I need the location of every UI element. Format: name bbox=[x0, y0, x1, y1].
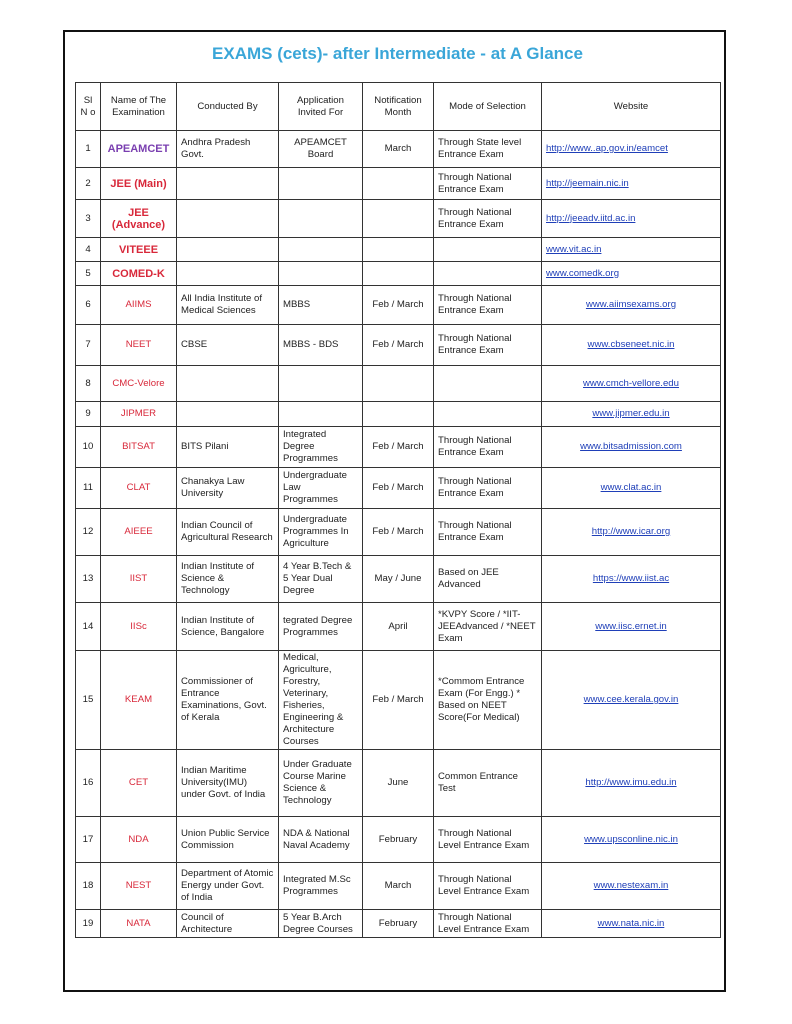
table-row bbox=[76, 468, 721, 509]
mode-cell bbox=[434, 238, 542, 262]
exam-name-cell: COMED-K bbox=[101, 262, 177, 286]
notification-cell: Feb / March bbox=[363, 325, 434, 366]
mode-cell bbox=[434, 402, 542, 427]
conducted-by-cell: Council of Architecture bbox=[177, 910, 279, 938]
website-link[interactable]: http://jeemain.nic.in bbox=[542, 168, 721, 200]
table-row bbox=[76, 131, 721, 168]
exam-name-cell: IISc bbox=[101, 603, 177, 651]
mode-cell: Through National Entrance Exam bbox=[434, 200, 542, 238]
conducted-by-cell bbox=[177, 238, 279, 262]
conducted-by-cell: Indian Institute of Science, Bangalore bbox=[177, 603, 279, 651]
conducted-by-cell: Commissioner of Entrance Examinations, Govt. of Kerala bbox=[177, 651, 279, 750]
notification-cell: Feb / March bbox=[363, 427, 434, 468]
website-link[interactable]: www.cbseneet.nic.in bbox=[542, 325, 721, 366]
notification-cell: April bbox=[363, 603, 434, 651]
sl-cell: 14 bbox=[76, 603, 101, 651]
exam-name-cell: AIIMS bbox=[101, 286, 177, 325]
conducted-by-cell bbox=[177, 168, 279, 200]
table-row bbox=[76, 910, 721, 938]
notification-cell: Feb / March bbox=[363, 509, 434, 556]
application-cell: 5 Year B.Arch Degree Courses bbox=[279, 910, 363, 938]
website-link[interactable]: www.iisc.ernet.in bbox=[542, 603, 721, 651]
application-cell: APEAMCET Board bbox=[279, 131, 363, 168]
application-cell: Undergraduate Programmes In Agriculture bbox=[279, 509, 363, 556]
application-cell: tegrated Degree Programmes bbox=[279, 603, 363, 651]
table-row bbox=[76, 366, 721, 402]
sl-cell: 12 bbox=[76, 509, 101, 556]
exam-name-cell: KEAM bbox=[101, 651, 177, 750]
table-row bbox=[76, 238, 721, 262]
notification-cell: February bbox=[363, 910, 434, 938]
website-link[interactable]: http://www.icar.org bbox=[542, 509, 721, 556]
website-link[interactable]: http://www..ap.gov.in/eamcet bbox=[542, 131, 721, 168]
website-link[interactable]: www.jipmer.edu.in bbox=[542, 402, 721, 427]
table-row bbox=[76, 200, 721, 238]
sl-cell: 10 bbox=[76, 427, 101, 468]
conducted-by-cell: Indian Maritime University(IMU) under Govt. of India bbox=[177, 750, 279, 817]
table-row bbox=[76, 509, 721, 556]
mode-cell: Based on JEE Advanced bbox=[434, 556, 542, 603]
conducted-by-cell: Indian Council of Agricultural Research bbox=[177, 509, 279, 556]
conducted-by-cell bbox=[177, 402, 279, 427]
notification-cell: February bbox=[363, 817, 434, 863]
exam-name-cell: NATA bbox=[101, 910, 177, 938]
application-cell bbox=[279, 262, 363, 286]
exam-name-cell: CLAT bbox=[101, 468, 177, 509]
conducted-by-cell: Indian Institute of Science & Technology bbox=[177, 556, 279, 603]
conducted-by-cell: Andhra Pradesh Govt. bbox=[177, 131, 279, 168]
website-link[interactable]: www.nata.nic.in bbox=[542, 910, 721, 938]
sl-cell: 4 bbox=[76, 238, 101, 262]
conducted-by-cell bbox=[177, 262, 279, 286]
sl-cell: 6 bbox=[76, 286, 101, 325]
sl-cell: 7 bbox=[76, 325, 101, 366]
mode-cell: Through National Level Entrance Exam bbox=[434, 910, 542, 938]
sl-cell: 17 bbox=[76, 817, 101, 863]
table-row bbox=[76, 262, 721, 286]
application-cell: 4 Year B.Tech & 5 Year Dual Degree bbox=[279, 556, 363, 603]
table-row bbox=[76, 427, 721, 468]
conducted-by-cell: All India Institute of Medical Sciences bbox=[177, 286, 279, 325]
conducted-by-cell: Union Public Service Commission bbox=[177, 817, 279, 863]
exam-name-cell: CMC-Velore bbox=[101, 366, 177, 402]
notification-cell: March bbox=[363, 131, 434, 168]
exam-name-cell: NDA bbox=[101, 817, 177, 863]
application-cell: MBBS bbox=[279, 286, 363, 325]
header-conducted-by: Conducted By bbox=[177, 83, 279, 131]
exams-table bbox=[75, 82, 721, 938]
website-link[interactable]: https://www.iist.ac bbox=[542, 556, 721, 603]
website-link[interactable]: http://www.imu.edu.in bbox=[542, 750, 721, 817]
notification-cell bbox=[363, 402, 434, 427]
header-application: Application Invited For bbox=[279, 83, 363, 131]
page-title: EXAMS (cets)- after Intermediate - at A Glance bbox=[212, 44, 583, 63]
website-link[interactable]: www.upsconline.nic.in bbox=[542, 817, 721, 863]
table-header-row bbox=[76, 83, 721, 131]
table-row bbox=[76, 402, 721, 427]
notification-cell: June bbox=[363, 750, 434, 817]
exam-name-cell: VITEEE bbox=[101, 238, 177, 262]
website-link[interactable]: www.cee.kerala.gov.in bbox=[542, 651, 721, 750]
header-sl-no: Sl N o bbox=[76, 83, 101, 131]
mode-cell: Through National Entrance Exam bbox=[434, 468, 542, 509]
exam-name-cell: BITSAT bbox=[101, 427, 177, 468]
mode-cell bbox=[434, 366, 542, 402]
notification-cell: Feb / March bbox=[363, 286, 434, 325]
exam-name-cell: NEET bbox=[101, 325, 177, 366]
exam-name-cell: JEE (Advance) bbox=[101, 200, 177, 238]
website-link[interactable]: www.comedk.org bbox=[542, 262, 721, 286]
application-cell: Integrated Degree Programmes bbox=[279, 427, 363, 468]
notification-cell bbox=[363, 366, 434, 402]
sl-cell: 16 bbox=[76, 750, 101, 817]
table-row bbox=[76, 651, 721, 750]
table-row bbox=[76, 750, 721, 817]
conducted-by-cell: Chanakya Law University bbox=[177, 468, 279, 509]
application-cell bbox=[279, 200, 363, 238]
mode-cell: Through National Level Entrance Exam bbox=[434, 817, 542, 863]
website-link[interactable]: www.aiimsexams.org bbox=[542, 286, 721, 325]
sl-cell: 13 bbox=[76, 556, 101, 603]
sl-cell: 11 bbox=[76, 468, 101, 509]
application-cell: Under Graduate Course Marine Science & Technology bbox=[279, 750, 363, 817]
exam-name-cell: APEAMCET bbox=[101, 131, 177, 168]
notification-cell: Feb / March bbox=[363, 468, 434, 509]
exam-name-cell: AIEEE bbox=[101, 509, 177, 556]
sl-cell: 5 bbox=[76, 262, 101, 286]
exam-name-cell: NEST bbox=[101, 863, 177, 910]
header-notification: Notification Month bbox=[363, 83, 434, 131]
table-row bbox=[76, 286, 721, 325]
application-cell: Undergraduate Law Programmes bbox=[279, 468, 363, 509]
exam-name-cell: JEE (Main) bbox=[101, 168, 177, 200]
mode-cell bbox=[434, 262, 542, 286]
table-row bbox=[76, 168, 721, 200]
sl-cell: 8 bbox=[76, 366, 101, 402]
header-mode: Mode of Selection bbox=[434, 83, 542, 131]
application-cell bbox=[279, 366, 363, 402]
website-link[interactable]: www.vit.ac.in bbox=[542, 238, 721, 262]
sl-cell: 19 bbox=[76, 910, 101, 938]
mode-cell: Common Entrance Test bbox=[434, 750, 542, 817]
mode-cell: Through National Entrance Exam bbox=[434, 427, 542, 468]
notification-cell: May / June bbox=[363, 556, 434, 603]
application-cell bbox=[279, 238, 363, 262]
website-link[interactable]: www.nestexam.in bbox=[542, 863, 721, 910]
application-cell: Medical, Agriculture, Forestry, Veterinary, Fisheries, Engineering & Architecture Courses bbox=[279, 651, 363, 750]
exam-name-cell: CET bbox=[101, 750, 177, 817]
mode-cell: Through National Level Entrance Exam bbox=[434, 863, 542, 910]
sl-cell: 3 bbox=[76, 200, 101, 238]
table-row bbox=[76, 556, 721, 603]
header-exam-name: Name of The Examination bbox=[101, 83, 177, 131]
table-row bbox=[76, 325, 721, 366]
website-link[interactable]: http://jeeadv.iitd.ac.in bbox=[542, 200, 721, 238]
conducted-by-cell: BITS Pilani bbox=[177, 427, 279, 468]
mode-cell: Through National Entrance Exam bbox=[434, 168, 542, 200]
exam-name-cell: IIST bbox=[101, 556, 177, 603]
header-website: Website bbox=[542, 83, 721, 131]
mode-cell: Through National Entrance Exam bbox=[434, 509, 542, 556]
notification-cell bbox=[363, 200, 434, 238]
application-cell bbox=[279, 168, 363, 200]
website-link[interactable]: www.clat.ac.in bbox=[542, 468, 721, 509]
mode-cell: Through National Entrance Exam bbox=[434, 325, 542, 366]
website-link[interactable]: www.cmch-vellore.edu bbox=[542, 366, 721, 402]
notification-cell bbox=[363, 262, 434, 286]
conducted-by-cell: Department of Atomic Energy under Govt. of India bbox=[177, 863, 279, 910]
mode-cell: Through National Entrance Exam bbox=[434, 286, 542, 325]
mode-cell: *KVPY Score / *IIT-JEEAdvanced / *NEET Exam bbox=[434, 603, 542, 651]
sl-cell: 18 bbox=[76, 863, 101, 910]
application-cell: Integrated M.Sc Programmes bbox=[279, 863, 363, 910]
website-link[interactable]: www.bitsadmission.com bbox=[542, 427, 721, 468]
sl-cell: 9 bbox=[76, 402, 101, 427]
application-cell: MBBS - BDS bbox=[279, 325, 363, 366]
notification-cell bbox=[363, 168, 434, 200]
notification-cell: March bbox=[363, 863, 434, 910]
table-row bbox=[76, 603, 721, 651]
conducted-by-cell bbox=[177, 366, 279, 402]
notification-cell bbox=[363, 238, 434, 262]
mode-cell: Through State level Entrance Exam bbox=[434, 131, 542, 168]
mode-cell: *Commom Entrance Exam (For Engg.) * Based on NEET Score(For Medical) bbox=[434, 651, 542, 750]
exam-name-cell: JIPMER bbox=[101, 402, 177, 427]
conducted-by-cell: CBSE bbox=[177, 325, 279, 366]
notification-cell: Feb / March bbox=[363, 651, 434, 750]
table-row bbox=[76, 817, 721, 863]
sl-cell: 1 bbox=[76, 131, 101, 168]
sl-cell: 15 bbox=[76, 651, 101, 750]
sl-cell: 2 bbox=[76, 168, 101, 200]
table-row bbox=[76, 863, 721, 910]
application-cell: NDA & National Naval Academy bbox=[279, 817, 363, 863]
conducted-by-cell bbox=[177, 200, 279, 238]
application-cell bbox=[279, 402, 363, 427]
